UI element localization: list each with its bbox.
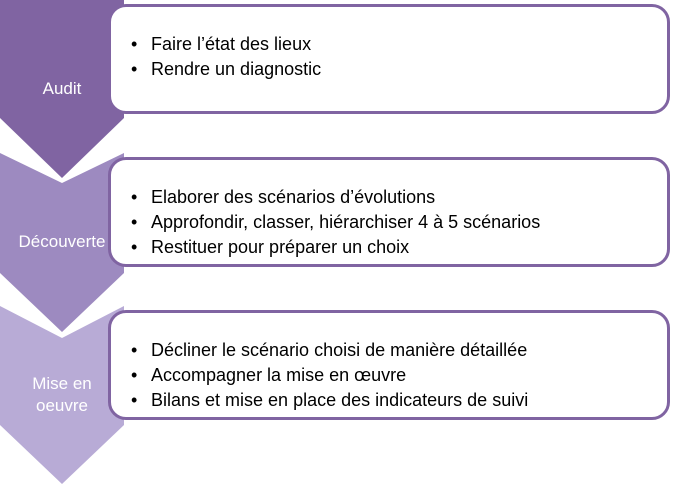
list-item: • Elaborer des scénarios d’évolutions: [131, 185, 540, 210]
stage-label-audit-text: Audit: [42, 79, 82, 98]
stage-label-audit: [0, 78, 124, 100]
stage-label-decouverte: [0, 231, 124, 253]
list-item: • Bilans et mise en place des indicateurs de suivi: [131, 388, 528, 413]
list-item: • Accompagner la mise en œuvre: [131, 363, 528, 388]
list-item: • Approfondir, classer, hiérarchiser 4 à 5 scénarios: [131, 210, 540, 235]
stage-label-mise-en-oeuvre-line1: Mise en: [32, 374, 92, 393]
audit-bullet-list: [131, 32, 321, 82]
mise-en-oeuvre-card: [108, 310, 670, 420]
decouverte-card: [108, 157, 670, 267]
decouverte-bullet-list: [131, 185, 540, 260]
mise-en-oeuvre-bullet-list: [131, 338, 528, 413]
stage-label-mise-en-oeuvre: [0, 373, 124, 417]
stage-label-decouverte-text: Découverte: [18, 232, 106, 251]
list-item: • Faire l’état des lieux: [131, 32, 321, 57]
list-item: • Décliner le scénario choisi de manière détaillée: [131, 338, 528, 363]
audit-card: [108, 4, 670, 114]
stage-label-mise-en-oeuvre-line2: oeuvre: [36, 396, 88, 415]
list-item: • Rendre un diagnostic: [131, 57, 321, 82]
list-item: • Restituer pour préparer un choix: [131, 235, 540, 260]
